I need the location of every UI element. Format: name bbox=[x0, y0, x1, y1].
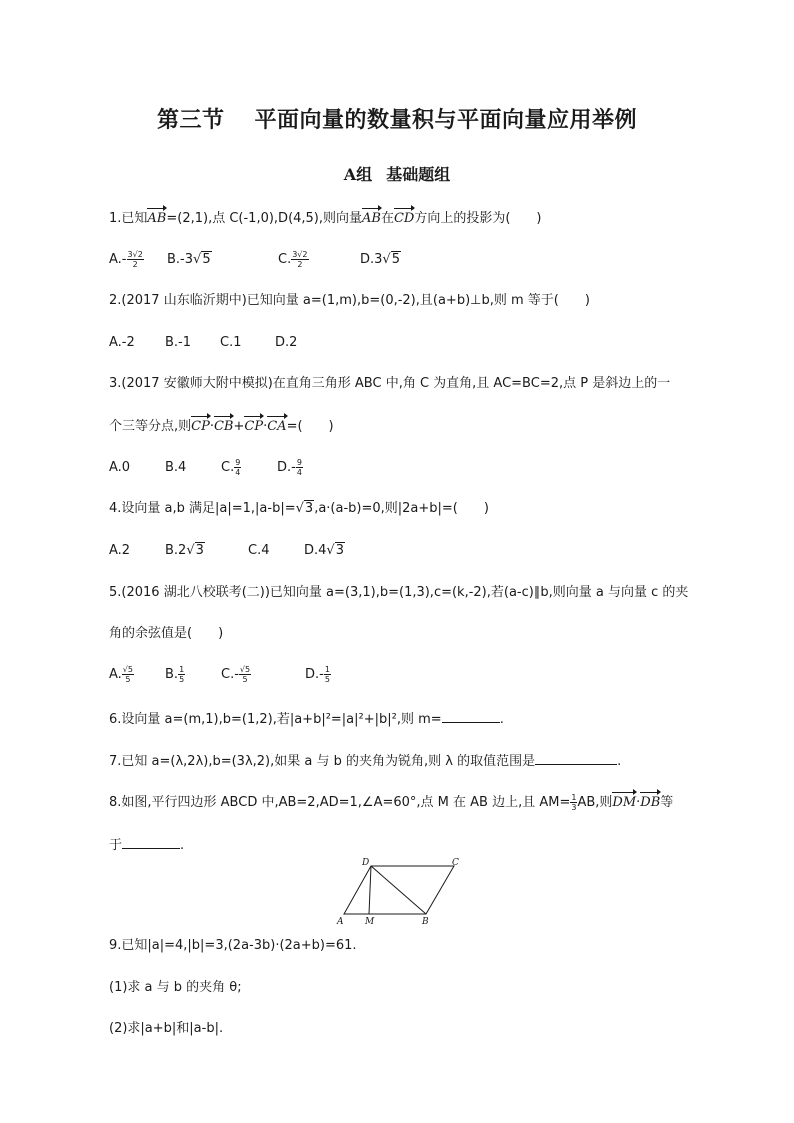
option-b: B.4 bbox=[165, 460, 187, 475]
segment-db bbox=[371, 866, 426, 914]
vector-cp: CP bbox=[191, 416, 210, 436]
question-4: 4.设向量 a,b 满足|a|=1,|a-b|=√3,a·(a-b)=0,则|2a+b|=( ) bbox=[109, 501, 489, 516]
question-5-options bbox=[109, 665, 331, 684]
option-a: A.-2 bbox=[109, 335, 135, 350]
option-a: A.- $\frac{3√2}{2}$ bbox=[109, 250, 143, 269]
option-c: C.- $\frac{√5}{5}$ bbox=[221, 665, 251, 684]
question-4-options bbox=[109, 542, 345, 560]
vector-cp: CP bbox=[244, 416, 263, 436]
option-d: D.- $\frac{9}{4}$ bbox=[277, 458, 302, 477]
option-b: B. $\frac{1}{5}$ bbox=[165, 665, 185, 684]
section-name: 基础题组 bbox=[386, 165, 451, 184]
question-8: 8.如图,平行四边形 ABCD 中,AB=2,AD=1,∠A=60°,点 M 在 AB 边上,且 AM= $\frac{1}{3}$ AB,则DM·DB等 bbox=[109, 793, 674, 812]
option-c: C.4 bbox=[248, 543, 270, 558]
label-b: B bbox=[422, 917, 429, 927]
vector-cb: CB bbox=[214, 416, 234, 436]
vector-db: DB bbox=[640, 792, 660, 812]
option-a: A.0 bbox=[109, 460, 131, 475]
question-8-line-2: 于 . bbox=[109, 834, 184, 855]
answer-blank[interactable] bbox=[122, 834, 180, 849]
answer-blank[interactable] bbox=[535, 750, 617, 765]
option-a: A.2 bbox=[109, 543, 131, 558]
question-2: 2.(2017 山东临沂期中)已知向量 a=(1,m),b=(0,-2),且(a+b)⊥b,则 m 等于( ) bbox=[109, 293, 590, 308]
option-c: C. $\frac{9}{4}$ bbox=[221, 458, 241, 477]
question-3: 3.(2017 安徽师大附中模拟)在直角三角形 ABC 中,角 C 为直角,且 AC=BC=2,点 P 是斜边上的一 bbox=[109, 376, 671, 391]
title-topic: 平面向量的数量积与平面向量应用举例 bbox=[254, 107, 638, 133]
label-a: A bbox=[337, 917, 344, 927]
question-1-options bbox=[109, 250, 401, 269]
section-heading bbox=[0, 162, 794, 185]
option-c: C.1 bbox=[220, 335, 242, 350]
question-3-line-2: 个三等分点,则CP·CB+CP·CA=( ) bbox=[109, 416, 334, 436]
option-b: B.-3√5 bbox=[167, 252, 211, 267]
question-7: 7.已知 a=(λ,2λ),b=(3λ,2),如果 a 与 b 的夹角为锐角,则 λ 的取值范围是 . bbox=[109, 750, 621, 771]
vector-ab: AB bbox=[147, 208, 166, 228]
answer-blank[interactable] bbox=[442, 708, 500, 723]
question-2-options bbox=[109, 334, 297, 352]
question-6: 6.设向量 a=(m,1),b=(1,2),若|a+b|²=|a|²+|b|²,则 m= . bbox=[109, 708, 504, 729]
vector-ca: CA bbox=[267, 416, 286, 436]
option-d: D.4√3 bbox=[304, 543, 344, 558]
question-9-part-2: (2)求|a+b|和|a-b|. bbox=[109, 1021, 224, 1036]
question-1: 1.已知AB=(2,1),点 C(-1,0),D(4,5),则向量AB在CD方向上的投影为( ) bbox=[109, 208, 542, 228]
vector-ab: AB bbox=[362, 208, 381, 228]
option-a: A. $\frac{√5}{5}$ bbox=[109, 665, 133, 684]
page-title bbox=[0, 103, 794, 134]
label-m: M bbox=[365, 917, 375, 927]
label-c: C bbox=[452, 858, 459, 868]
option-d: D.3√5 bbox=[360, 252, 400, 267]
question-5-line-2: 角的余弦值是( ) bbox=[109, 626, 224, 641]
option-d: D.- $\frac{1}{5}$ bbox=[305, 665, 330, 684]
vector-dm: DM bbox=[612, 792, 636, 812]
option-d: D.2 bbox=[275, 335, 298, 350]
section-group: A组 bbox=[343, 165, 373, 184]
option-b: B.-1 bbox=[165, 335, 192, 350]
segment-dm bbox=[369, 866, 371, 914]
question-5: 5.(2016 湖北八校联考(二))已知向量 a=(3,1),b=(1,3),c=(k,-2),若(a-c)∥b,则向量 a 与向量 c 的夹 bbox=[109, 585, 689, 600]
title-section-number: 第三节 bbox=[156, 107, 225, 133]
question-9: 9.已知|a|=4,|b|=3,(2a-3b)·(2a+b)=61. bbox=[109, 938, 357, 953]
question-9-part-1: (1)求 a 与 b 的夹角 θ; bbox=[109, 980, 242, 995]
question-3-options bbox=[109, 458, 303, 477]
option-b: B.2√3 bbox=[165, 543, 204, 558]
label-d: D bbox=[362, 858, 370, 868]
option-c: C. $\frac{3√2}{2}$ bbox=[278, 250, 308, 269]
parallelogram-figure bbox=[334, 858, 466, 928]
vector-cd: CD bbox=[394, 208, 414, 228]
